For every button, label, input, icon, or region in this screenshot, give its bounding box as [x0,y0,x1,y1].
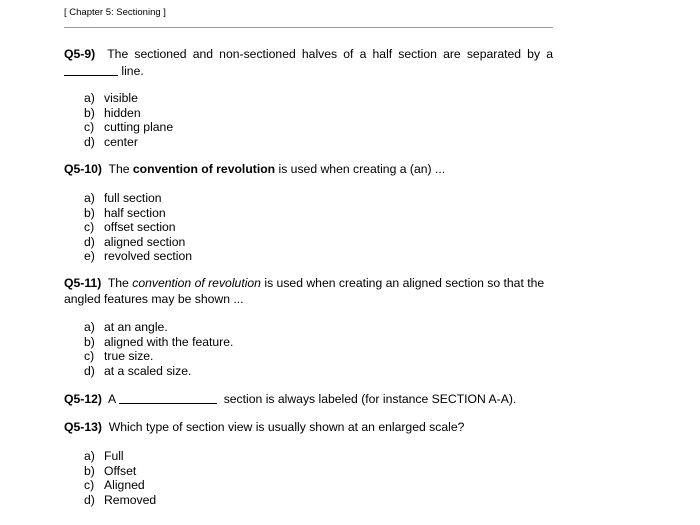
option-text: Removed [104,492,157,507]
option-letter: b) [84,205,95,220]
option-letter: e) [84,249,95,263]
header-rule [64,27,553,28]
option-text: cutting plane [104,120,174,134]
option-text: full section [104,191,162,205]
option-letter: c) [84,349,95,363]
question-text-before: The sectioned and non-sectioned halves of a half section are separated by a [107,47,553,61]
question-text-before: The [107,276,129,290]
option-item [84,206,192,221]
option-text: true size. [104,349,154,363]
question-number: Q5-9) [64,47,96,61]
option-text: hidden [104,105,141,120]
option-item [84,335,233,350]
option-text: Offset [104,463,137,478]
option-text: Full [104,449,124,463]
option-item [84,364,233,379]
option-letter: a) [84,91,95,105]
question-text-after: section is always labeled (for instance SECTION A-A). [223,392,517,406]
question-text-after: line. [121,63,144,78]
chapter-header: [ Chapter 5: Sectioning ] [64,7,166,18]
options-q5-13 [84,449,156,507]
question-q5-10 [64,162,553,178]
option-item [84,235,192,250]
option-item [84,349,233,364]
question-q5-13 [64,420,553,436]
option-text: offset section [104,220,176,234]
option-letter: c) [84,478,95,492]
option-item [84,135,173,150]
option-letter: c) [84,120,95,134]
option-item [84,320,233,335]
option-letter: b) [84,105,95,120]
question-emphasis: convention of revolution [132,276,261,290]
question-text-before: A [108,392,116,406]
question-text-before: The [108,162,130,176]
options-q5-9 [84,91,173,149]
option-item [84,249,192,264]
option-letter: b) [84,463,95,478]
question-text-after: is used when creating a (an) ... [278,162,446,176]
question-text-after: is used when creating an aligned section so that the angled features may be shown ... [64,276,545,306]
question-number: Q5-10) [64,162,102,176]
option-letter: d) [84,134,95,149]
option-letter: d) [84,492,95,507]
option-letter: d) [84,234,95,249]
option-text: aligned section [104,234,186,249]
options-q5-11 [84,320,233,378]
question-q5-9 [64,47,553,79]
answer-blank [119,391,217,404]
option-letter: b) [84,334,95,349]
option-text: center [104,134,138,149]
option-text: Aligned [104,478,145,492]
question-number: Q5-11) [64,276,102,290]
option-item [84,220,192,235]
question-number: Q5-12) [64,392,102,406]
question-number: Q5-13) [64,420,102,434]
option-text: visible [104,91,138,105]
option-item [84,478,156,493]
option-letter: a) [84,320,95,334]
option-letter: a) [84,449,95,463]
answer-blank [64,63,118,76]
option-item [84,91,173,106]
options-q5-10 [84,191,192,264]
option-item [84,191,192,206]
option-letter: a) [84,191,95,205]
option-text: at a scaled size. [104,363,192,378]
option-item [84,120,173,135]
option-item [84,464,156,479]
option-text: half section [104,205,166,220]
option-text: aligned with the feature. [104,334,234,349]
option-item [84,493,156,508]
option-letter: c) [84,220,95,234]
option-item [84,106,173,121]
option-item [84,449,156,464]
question-q5-11 [64,276,553,307]
option-letter: d) [84,363,95,378]
option-text: revolved section [104,249,193,263]
question-q5-12 [64,391,553,408]
question-emphasis: convention of revolution [132,162,276,176]
question-text-before: Which type of section view is usually shown at an enlarged scale? [108,420,465,434]
option-text: at an angle. [104,320,168,334]
